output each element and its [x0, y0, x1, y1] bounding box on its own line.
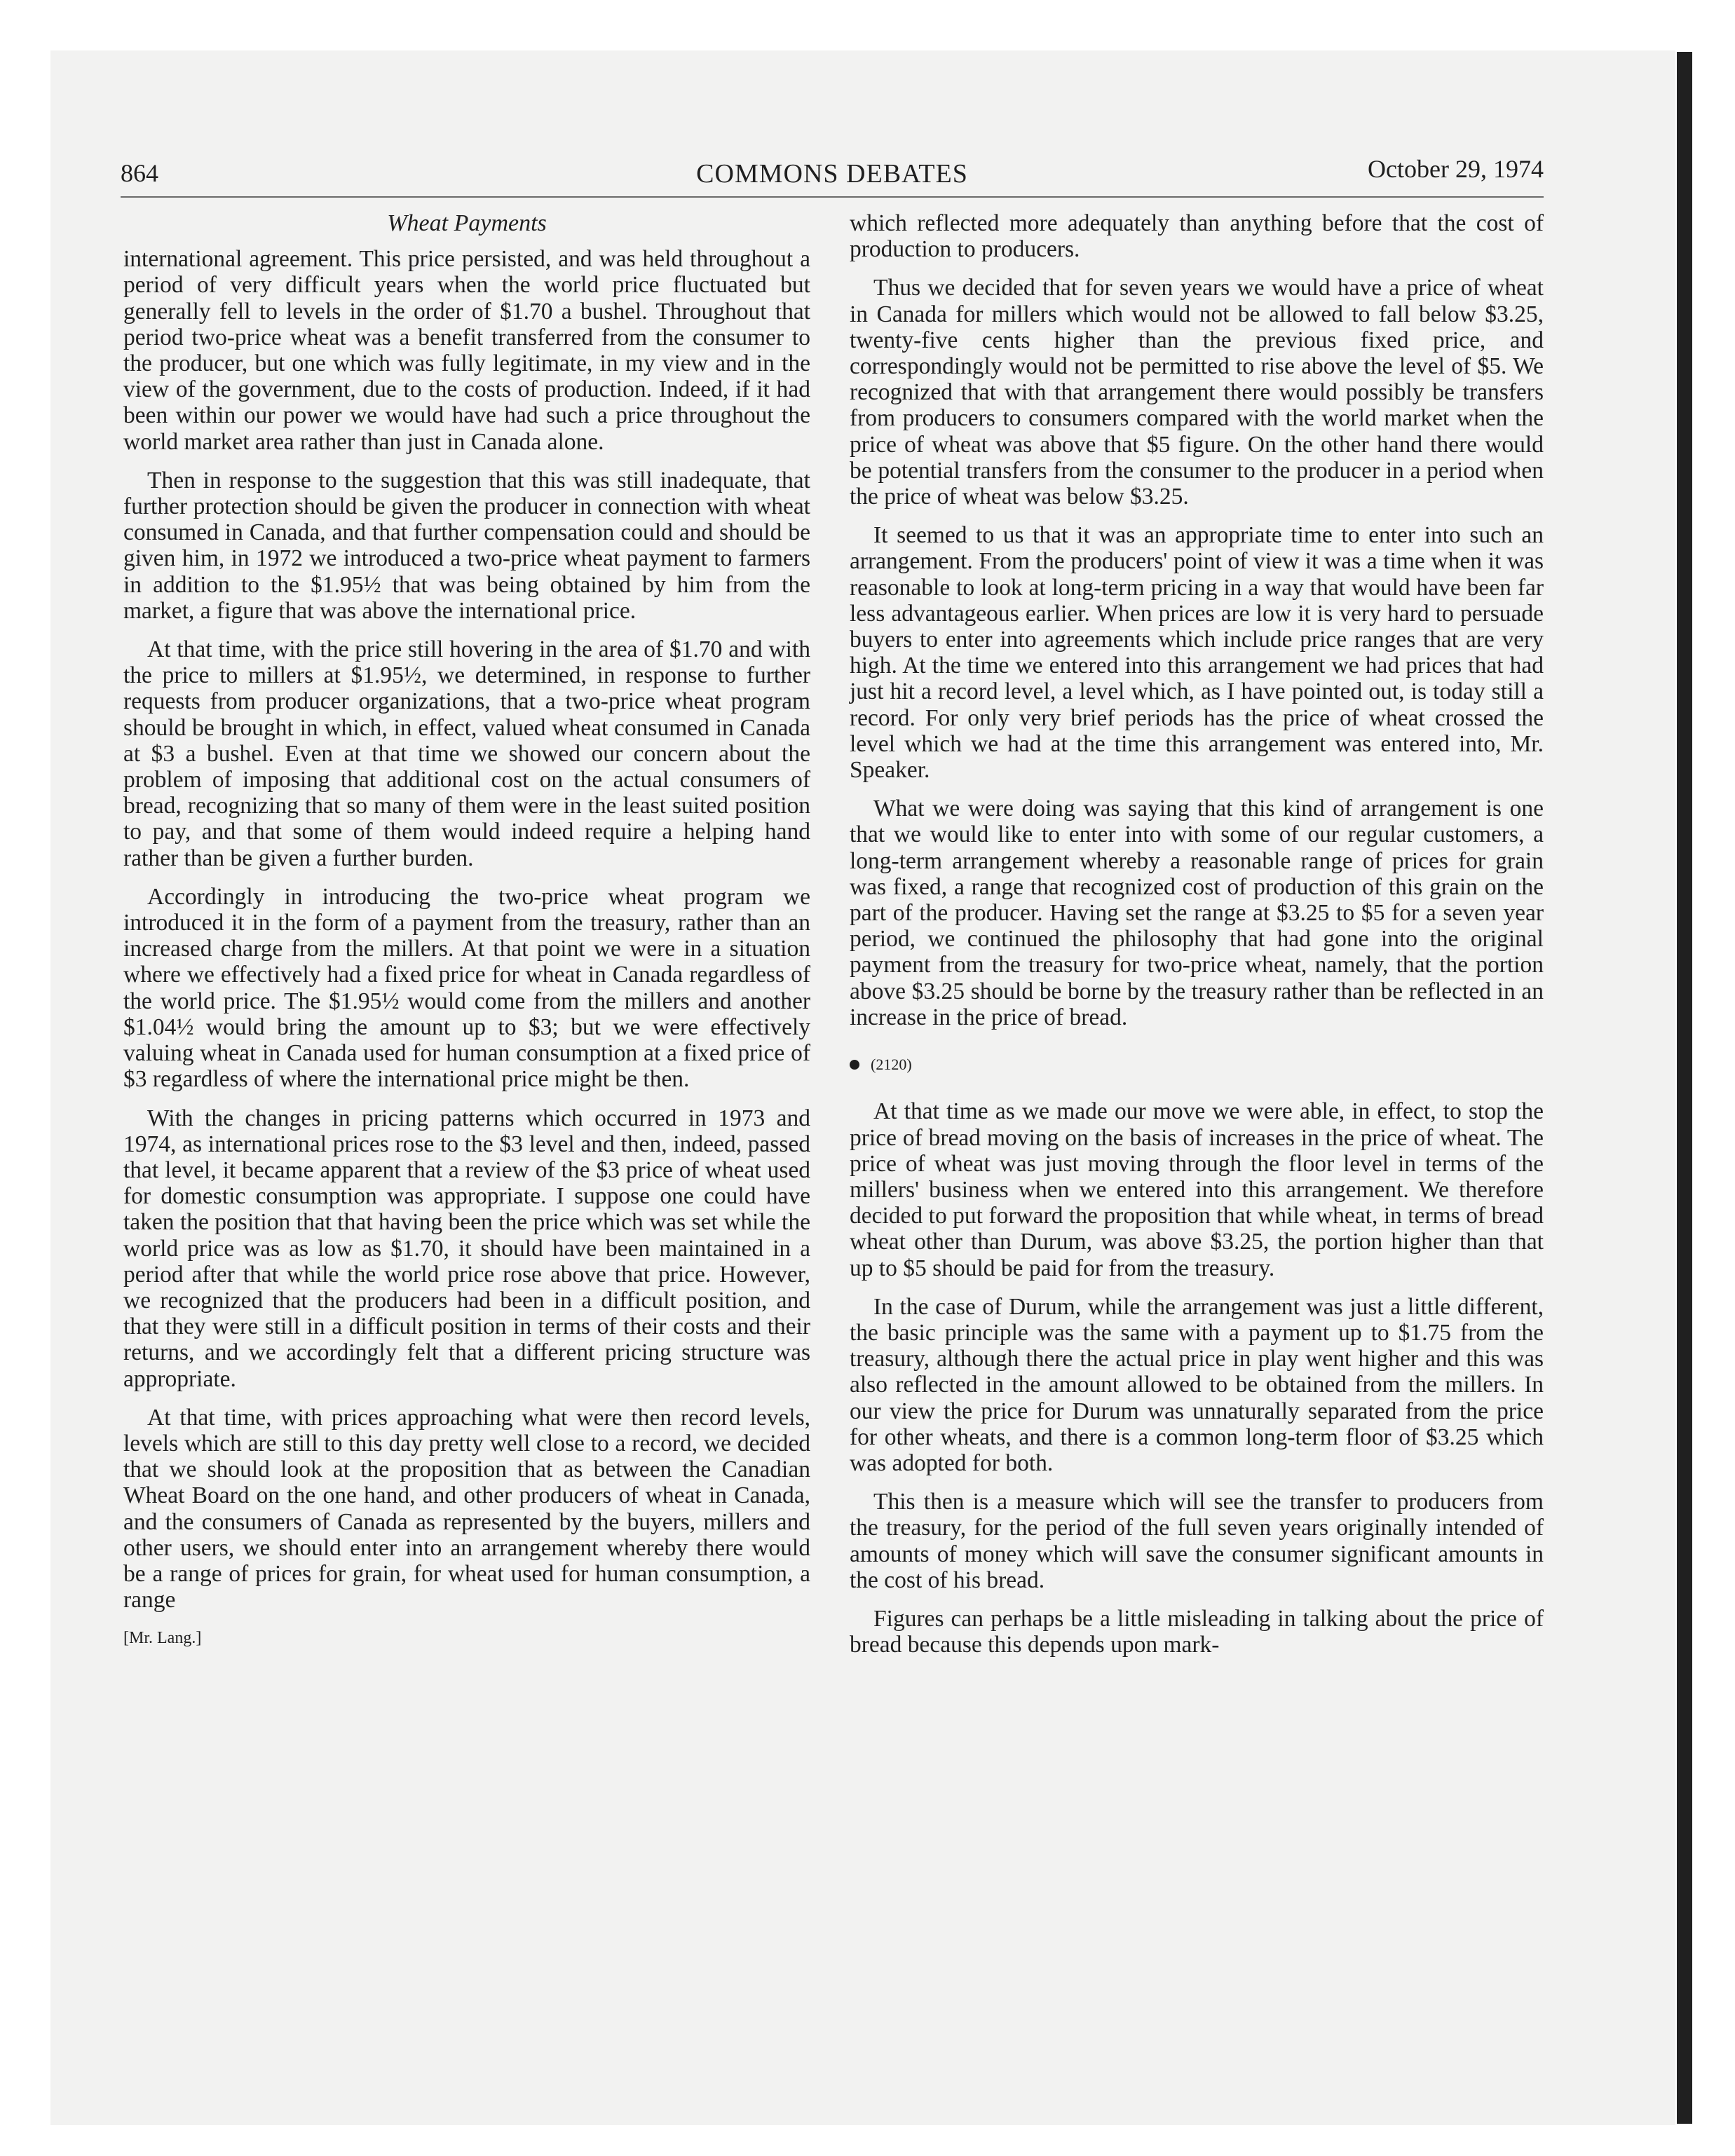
- paragraph: With the changes in pricing patterns which occurred in 1973 and 1974, as international prices rose to the $3 level and then, indeed, passed that level, it became apparent that a review of the $3 price of wheat used for domestic consumption was appropriate. I suppose one could have taken the position that that having been the price which was set while the world price was as low as $1.70, it should have been maintained in a period after that while the world price rose above that price. However, we recognized that the producers had been in a difficult position, and that they were still in a difficult position in terms of their costs and their returns, and we accordingly felt that a different pricing structure was appropriate.: [123, 1105, 810, 1392]
- paragraph: Accordingly in introducing the two-price wheat program we introduced it in the form of a payment from the treasury, rather than an increased charge from the millers. At that point we were in a situation where we effectively had a fixed price for wheat in Canada regardless of the world price. The $1.95½ would come from the millers and another $1.04½ would bring the amount up to $3; but we were effectively valuing wheat in Canada used for human consumption at a fixed price of $3 regardless of where the international price might be then.: [123, 883, 810, 1093]
- journal-title: COMMONS DEBATES: [696, 159, 968, 189]
- paragraph: This then is a measure which will see the transfer to producers from the treasury, for the period of the full seven years originally intended of amounts of money which will save the consumer significant amounts in the cost of his bread.: [850, 1489, 1544, 1593]
- page-header: [121, 154, 1544, 198]
- bullet-icon: [850, 1060, 859, 1070]
- paragraph: Thus we decided that for seven years we would have a price of wheat in Canada for millers which would not be allowed to fall below $3.25, twenty-five cents higher than the previous fixed price, and correspondingly would not be permitted to rise above the level of $5. We recognized that with that arrangement there would possibly be transfers from producers to consumers compared with the world market when the price of wheat was above that $5 figure. On the other hand there would be potential transfers from the consumer to the producer in a period when the price of wheat was below $3.25.: [850, 275, 1544, 510]
- scan-edge-bar: [1677, 52, 1692, 2124]
- paragraph: It seemed to us that it was an appropriate time to enter into such an arrangement. From the producers' point of view it was a time when it was reasonable to look at long-term pricing in a way that would have been far less advantageous earlier. When prices are low it is very hard to persuade buyers to enter into agreements which include price ranges that are very high. At the time we entered into this arrangement we had prices that had just hit a record level, a level which, as I have pointed out, is today still a record. For only very brief periods has the price of wheat crossed the level which we had at the time this arrangement was entered into, Mr. Speaker.: [850, 522, 1544, 784]
- section-title: Wheat Payments: [387, 210, 547, 236]
- paragraph: At that time, with prices approaching what were then record levels, levels which are still to this day pretty well close to a record, we decided that we should look at the proposition that as between the Canadian Wheat Board on the one hand, and other producers of wheat in Canada, and the consumers of Canada as represented by the buyers, millers and other users, we should enter into an arrangement whereby there would be a range of prices for grain, for wheat used for human consumption, a range: [123, 1404, 810, 1613]
- paragraph: Figures can perhaps be a little misleading in talking about the price of bread because this depends upon mark-: [850, 1605, 1544, 1658]
- paragraph: In the case of Durum, while the arrangement was just a little different, the basic principle was the same with a payment up to $1.75 from the treasury, although there the actual price in play went higher and this was also reflected in the amount allowed to be obtained from the millers. In our view the price for Durum was unnaturally separated from the price for other wheats, and there is a common long-term floor of $3.25 which was adopted for both.: [850, 1293, 1544, 1476]
- right-column: [850, 210, 1544, 1670]
- left-column: [123, 210, 810, 1652]
- page-number: 864: [121, 159, 158, 187]
- paragraph: Then in response to the suggestion that this was still inadequate, that further protection should be given the producer in connection with wheat consumed in Canada, and that further compensation could and should be given him, in 1972 we introduced a two-price wheat payment to farmers in addition to the $1.95½ that was being obtained by him from the market, a figure that was above the international price.: [123, 467, 810, 624]
- page-date: October 29, 1974: [1368, 155, 1544, 183]
- time-marker-text: (2120): [871, 1056, 912, 1074]
- paragraph: which reflected more adequately than anything before that the cost of production to producers.: [850, 210, 1544, 263]
- paragraph: What we were doing was saying that this kind of arrangement is one that we would like to enter into with some of our regular customers, a long-term arrangement whereby a reasonable range of prices for grain was fixed, a range that recognized cost of production of this grain on the part of the producer. Having set the range at $3.25 to $5 for a seven year period, we continued the philosophy that had gone into the original payment from the treasury for two-price wheat, namely, that the portion above $3.25 should be borne by the treasury rather than be reflected in an increase in the price of bread.: [850, 796, 1544, 1030]
- time-marker: [850, 1051, 1544, 1077]
- paragraph: international agreement. This price persisted, and was held throughout a period of very difficult years when the world price fluctuated but generally fell to levels in the order of $1.70 a bushel. Throughout that period two-price wheat was a benefit transferred from the consumer to the producer, but one which was fully legitimate, in my view and in the view of the government, due to the costs of production. Indeed, if it had been within our power we would have had such a price throughout the world market area rather than just in Canada alone.: [123, 246, 810, 455]
- paragraph: At that time as we made our move we were able, in effect, to stop the price of bread moving on the basis of increases in the price of wheat. The price of wheat was just moving through the floor level in terms of the millers' business when we entered into this arrangement. We therefore decided to put forward the proposition that while wheat, in terms of bread wheat other than Durum, was above $3.25, the portion higher than that up to $5 should be paid for from the treasury.: [850, 1098, 1544, 1281]
- speaker-attribution: [Mr. Lang.]: [123, 1629, 202, 1648]
- paragraph: At that time, with the price still hovering in the area of $1.70 and with the price to millers at $1.95½, we determined, in response to further requests from producer organizations, that a two-price wheat program should be brought in which, in effect, valued wheat consumed in Canada at $3 a bushel. Even at that time we showed our concern about the problem of imposing that additional cost on the actual consumers of bread, recognizing that so many of them were in the least suited position to pay, and that some of them would indeed require a helping hand rather than be given a further burden.: [123, 636, 810, 871]
